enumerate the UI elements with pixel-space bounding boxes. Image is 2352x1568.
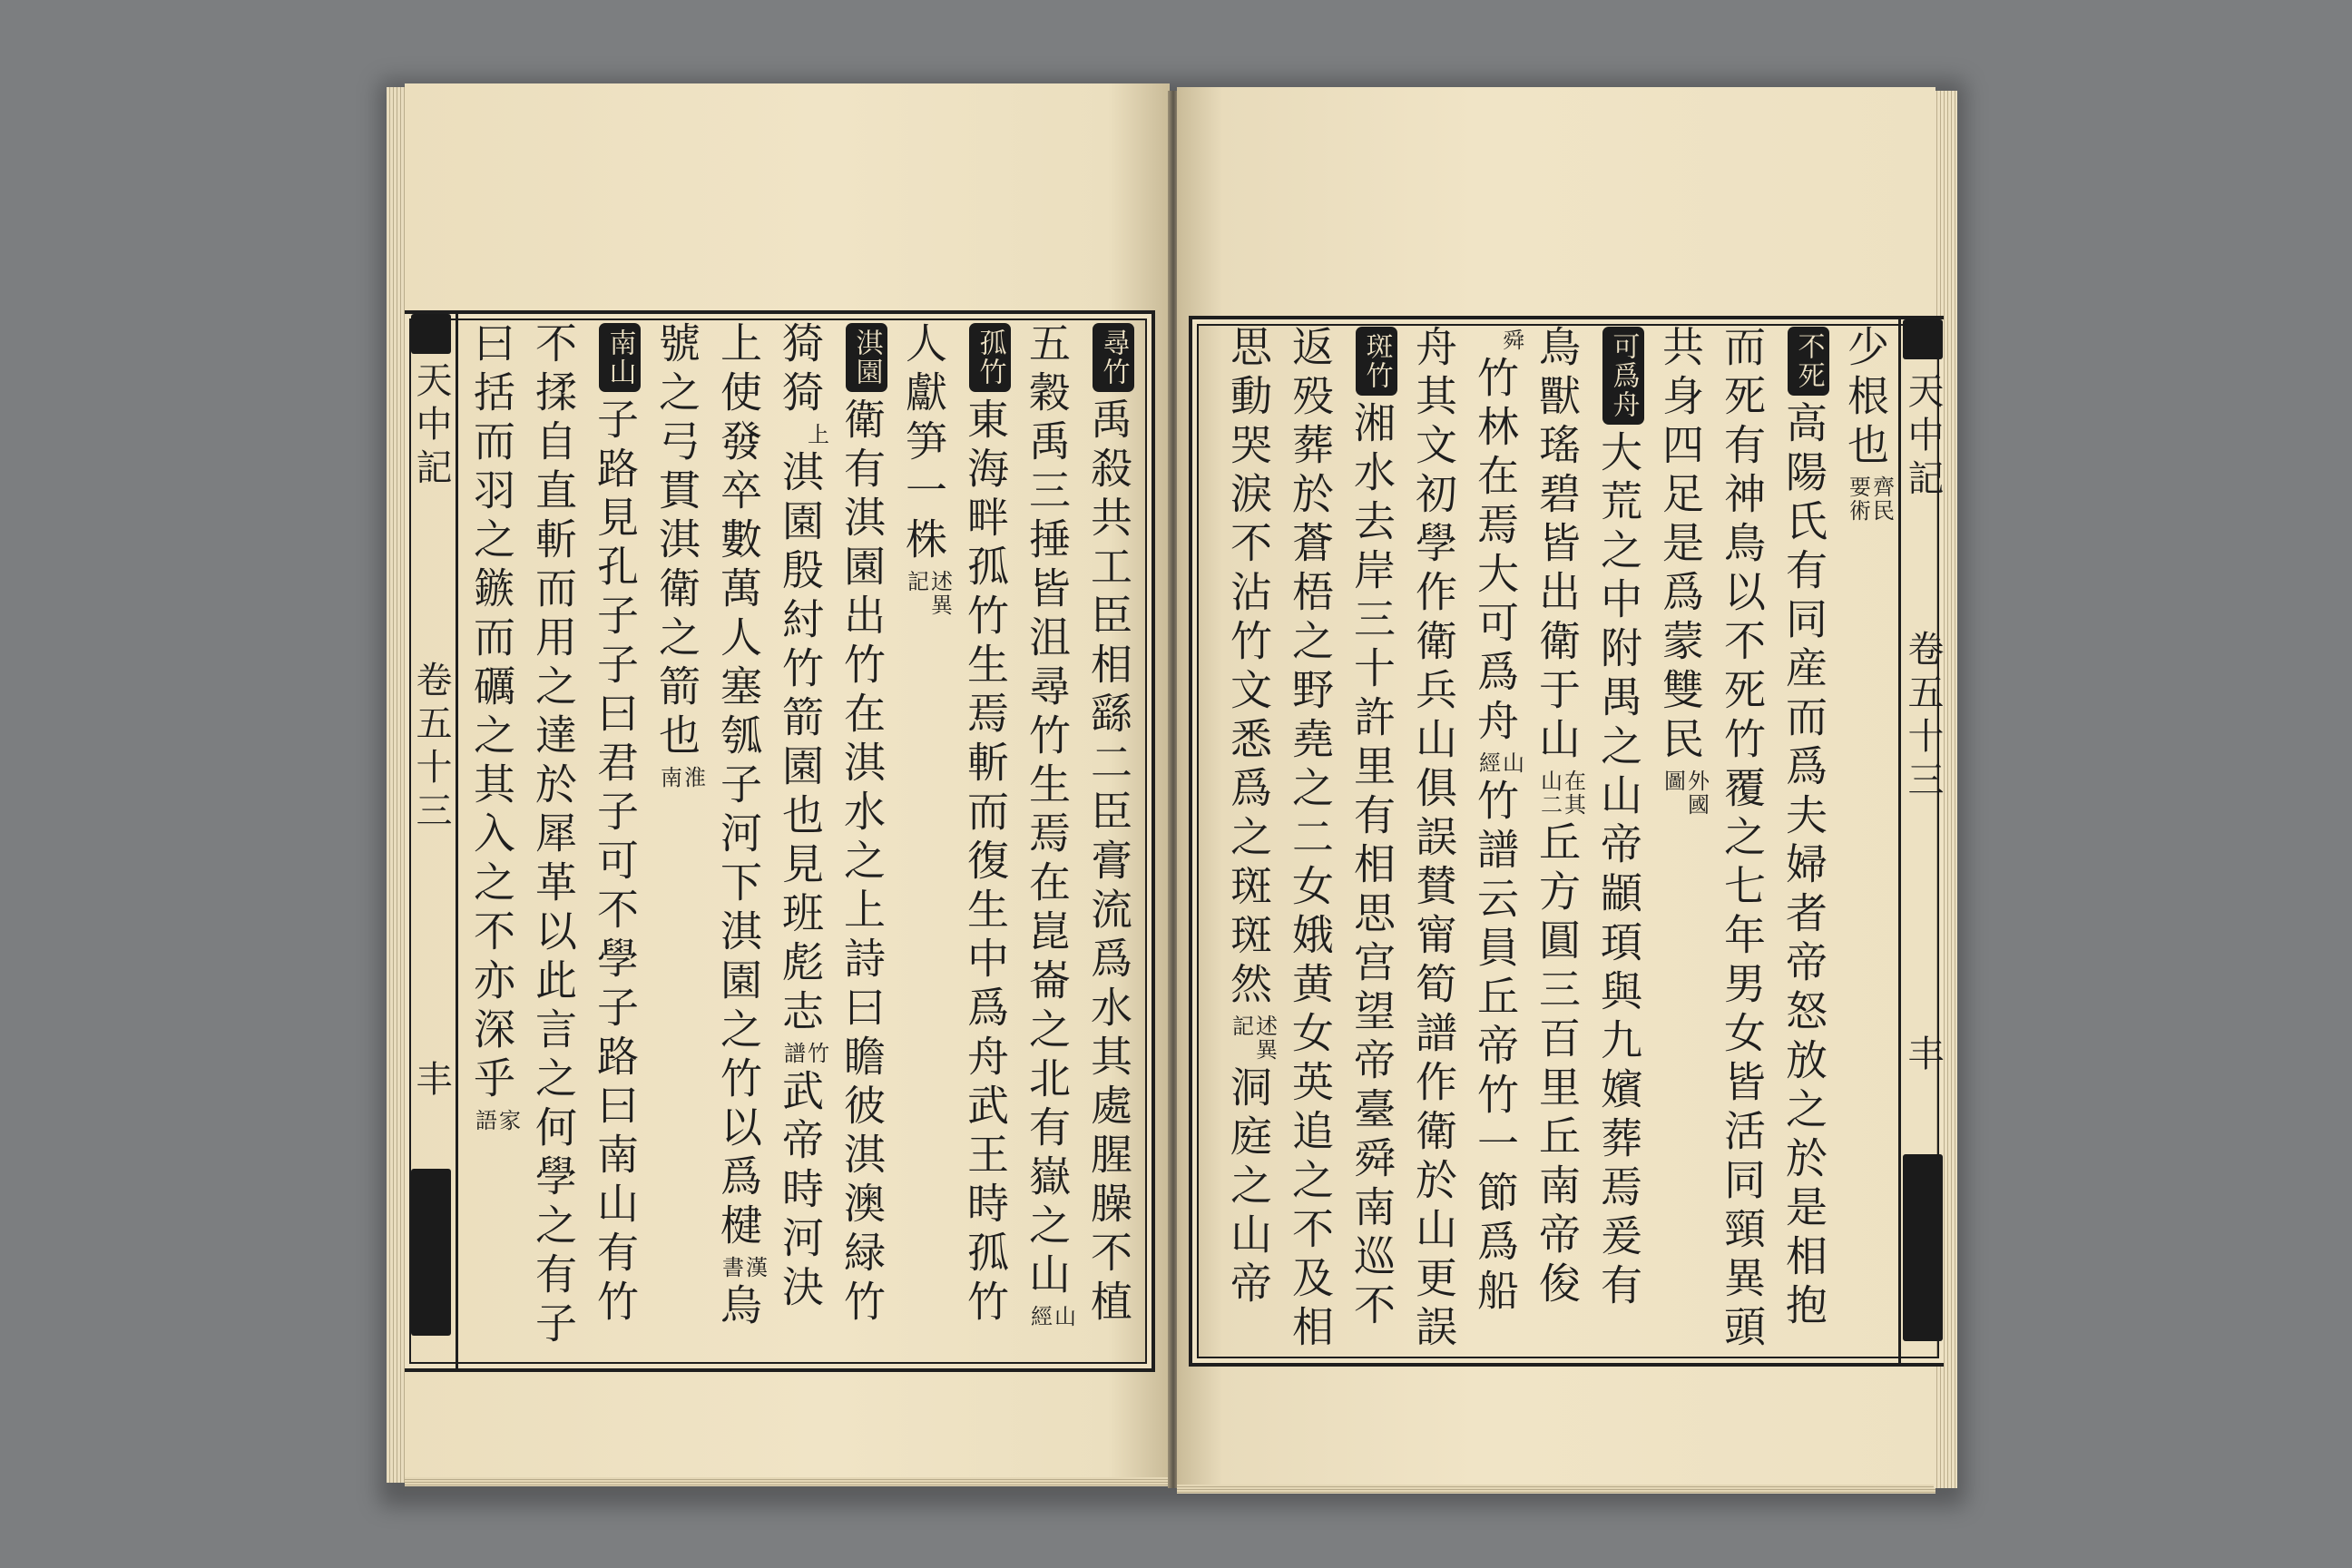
text-column xyxy=(769,321,831,1352)
column-text: 而死有神鳥以不死竹覆之七年男女皆活同頸異頭 xyxy=(1718,325,1767,1354)
text-column xyxy=(955,321,1016,1352)
column-text: 不揉自直斬而用之達於犀革以此言之何學之有子 xyxy=(529,321,578,1350)
column-text: 洞庭之山帝 xyxy=(1224,1065,1273,1310)
left-book-title: 天中記 xyxy=(410,361,452,492)
text-column xyxy=(584,321,646,1352)
text-column xyxy=(1588,325,1650,1356)
text-column xyxy=(1711,325,1773,1356)
column-text: 大荒之中附禺之山帝顓頊與九嬪葬焉爰有 xyxy=(1594,430,1643,1312)
text-column xyxy=(1835,325,1896,1356)
column-text: 返殁葬於蒼梧之野堯之二女娥黄女英追之不及相 xyxy=(1286,325,1335,1354)
left-page-bottom-edge xyxy=(405,1477,1170,1486)
entry-label: 孤竹 xyxy=(969,323,1011,392)
left-margin-divider xyxy=(456,314,458,1368)
text-column xyxy=(1465,325,1526,1356)
text-column xyxy=(831,321,893,1352)
column-text: 禹殺共工臣相繇二臣膏流爲水其處腥臊不植 xyxy=(1084,397,1133,1328)
entry-label: 可爲舟 xyxy=(1602,327,1644,425)
column-text: 東海畔孤竹生焉斬而復生中爲舟武王時孤竹 xyxy=(961,397,1010,1328)
column-text: 上使發卒數萬人塞瓠子河下淇園之竹以爲楗 xyxy=(714,321,763,1252)
column-text: 子路見孔子子曰君子可不學子路曰南山有竹 xyxy=(591,397,640,1328)
right-volume-number: 卷五十三 xyxy=(1902,630,1944,804)
column-text: 共身四足是爲蒙雙民 xyxy=(1656,325,1705,766)
right-page-text-area xyxy=(1218,325,1896,1356)
annotation: 山經 xyxy=(1026,1305,1076,1328)
column-text: 五穀禹三捶皆沮尋竹生焉在崑崙之北有嶽之山 xyxy=(1023,321,1072,1301)
text-column xyxy=(1773,325,1835,1356)
right-top-fishtail-mark xyxy=(1903,319,1943,359)
entry-label: 淇園 xyxy=(846,323,887,392)
column-text: 竹林在焉大可爲舟 xyxy=(1471,356,1520,748)
annotation: 竹譜 xyxy=(779,1042,829,1065)
text-column xyxy=(1526,325,1588,1356)
annotation: 述異記 xyxy=(903,570,953,617)
text-column xyxy=(893,321,955,1352)
column-text: 鳥獸瑤碧皆出衛于山 xyxy=(1533,325,1582,766)
text-column xyxy=(646,321,708,1352)
left-top-fishtail-mark xyxy=(411,314,451,354)
text-column xyxy=(1016,321,1078,1352)
annotation: 在其山二 xyxy=(1536,769,1586,817)
annotation: 述異記 xyxy=(1228,1014,1278,1062)
text-column xyxy=(1279,325,1341,1356)
text-column xyxy=(1650,325,1711,1356)
left-bottom-fishtail-mark xyxy=(411,1169,451,1336)
column-text: 竹譜云員丘帝竹一節爲船 xyxy=(1471,779,1520,1318)
entry-label: 南山 xyxy=(599,323,641,392)
left-volume-number: 卷五十三 xyxy=(410,661,452,835)
column-text: 舟其文初學作衛兵山俱誤賛甯筍譜作衛於山更誤 xyxy=(1409,325,1458,1354)
text-column xyxy=(523,321,584,1352)
entry-label: 斑竹 xyxy=(1356,327,1397,396)
column-text: 衛有淇園出竹在淇水之上詩曰瞻彼淇澳緑竹 xyxy=(838,397,887,1328)
entry-label: 不死 xyxy=(1788,327,1829,396)
text-column xyxy=(1341,325,1403,1356)
entry-label: 尋竹 xyxy=(1093,323,1134,392)
column-text: 人獻笋一株 xyxy=(899,321,948,566)
left-leaf-number: 丰 xyxy=(410,1060,452,1103)
text-column xyxy=(1078,321,1140,1352)
right-book-title: 天中記 xyxy=(1902,372,1944,503)
text-column xyxy=(1403,325,1465,1356)
column-text: 淇園殷紂竹箭園也見班彪志 xyxy=(776,450,825,1038)
column-text: 烏 xyxy=(714,1283,763,1332)
column-text: 號之弓貫淇衛之箭也 xyxy=(652,321,701,762)
annotation: 上 xyxy=(803,423,829,446)
column-text: 丘方圓三百里丘南帝俊 xyxy=(1533,820,1582,1310)
column-text: 湘水去岸三十許里有相思宫望帝臺舜南巡不 xyxy=(1348,401,1396,1332)
column-text: 思動哭淚不沾竹文悉爲之斑斑然 xyxy=(1224,325,1273,1011)
annotation: 山經 xyxy=(1475,751,1524,775)
column-text: 曰括而羽之鏃而礪之其入之不亦深乎 xyxy=(467,321,516,1105)
column-text: 武帝時河決 xyxy=(776,1069,825,1314)
annotation: 齊民要術 xyxy=(1845,475,1895,523)
annotation: 淮南 xyxy=(656,766,706,789)
right-leaf-number: 丰 xyxy=(1902,1034,1944,1078)
text-column xyxy=(461,321,523,1352)
left-page-text-area xyxy=(461,321,1140,1352)
annotation: 家語 xyxy=(471,1109,521,1132)
annotation: 舜 xyxy=(1498,328,1524,352)
right-bottom-fishtail-mark xyxy=(1903,1154,1943,1341)
right-page-bottom-edge xyxy=(1177,1485,1936,1494)
annotation: 外國圖 xyxy=(1660,769,1710,817)
column-text: 高陽氏有同産而爲夫婦者帝怒放之於是相抱 xyxy=(1779,401,1828,1332)
left-page-stack-edge xyxy=(387,87,407,1483)
text-column xyxy=(708,321,769,1352)
column-text: 少根也 xyxy=(1841,325,1890,472)
right-margin-divider xyxy=(1898,319,1901,1363)
annotation: 漢書 xyxy=(718,1256,768,1279)
column-text: 猗猗 xyxy=(776,321,825,419)
text-column xyxy=(1218,325,1279,1356)
